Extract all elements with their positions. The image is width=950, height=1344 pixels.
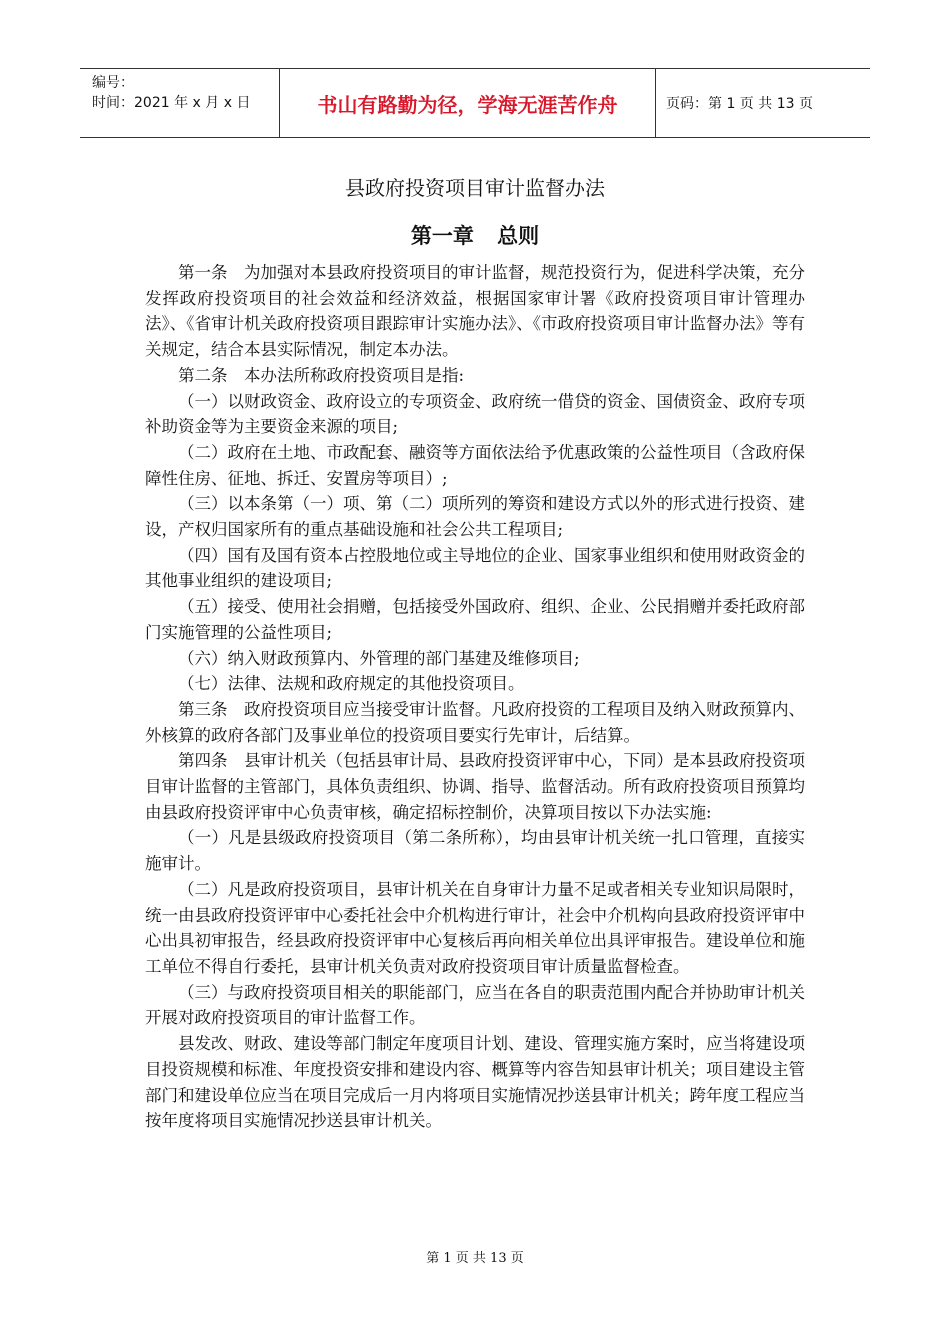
paragraph: （三）与政府投资项目相关的职能部门，应当在各自的职责范围内配合并协助审计机关开展对政府投资项目的审计监督工作。: [145, 982, 805, 1028]
time-label: 时间：2021 年 x 月 x 日: [92, 95, 251, 111]
paragraph: 第二条 本办法所称政府投资项目是指:: [178, 365, 465, 385]
document-title: 县政府投资项目审计监督办法: [345, 176, 605, 200]
paragraph: （七）法律、法规和政府规定的其他投资项目。: [178, 674, 525, 694]
paragraph: （二）凡是政府投资项目，县审计机关在自身审计力量不足或者相关专业知识局限时，统一由县政府投资评审中心委托社会中介机构进行审计，社会中介机构向县政府投资评审中心出具初审报告，经县政府投资评审中心复核后再向相关单位出具评审报告。建设单位和施工单位不得自行委托，县审计机关负责对政府投资项目审计质量监督检查。: [145, 879, 805, 976]
paragraph: （一）凡是县级政府投资项目（第二条所称），均由县审计机关统一扎口管理，直接实施审计。: [145, 828, 805, 874]
code-label: 编号：: [92, 75, 134, 91]
motto: 书山有路勤为径，学海无涯苦作舟: [280, 69, 656, 137]
paragraph: 县发改、财政、建设等部门制定年度项目计划、建设、管理实施方案时，应当将建设项目投资规模和标准、年度投资安排和建设内容、概算等内容告知县审计机关；项目建设主管部门和建设单位应当在项目完成后一月内将项目实施情况抄送县审计机关；跨年度工程应当按年度将项目实施情况抄送县审计机关。: [145, 1034, 805, 1131]
page-info: 页码：第 1 页 共 13 页: [666, 96, 813, 112]
chapter-heading: [0, 220, 950, 250]
page-footer: 第 1 页 共 13 页: [426, 1251, 524, 1266]
document-body: [145, 260, 805, 1134]
header-left-cell: [80, 69, 280, 137]
paragraph: 第三条 政府投资项目应当接受审计监督。凡政府投资的工程项目及纳入财政预算内、外核算的政府各部门及事业单位的投资项目要实行先审计，后结算。: [145, 699, 805, 745]
paragraph: 第四条 县审计机关（包括县审计局、县政府投资评审中心，下同）是本县政府投资项目审计监督的主管部门，具体负责组织、协调、指导、监督活动。所有政府投资项目预算均由县政府投资评审中心负责审核，确定招标控制价，决算项目按以下办法实施:: [145, 751, 805, 822]
paragraph: （一）以财政资金、政府设立的专项资金、政府统一借贷的资金、国债资金、政府专项补助资金等为主要资金来源的项目;: [145, 391, 805, 437]
paragraph: （六）纳入财政预算内、外管理的部门基建及维修项目;: [178, 648, 580, 668]
paragraph: （二）政府在土地、市政配套、融资等方面依法给予优惠政策的公益性项目（含政府保障性住房、征地、拆迁、安置房等项目）;: [145, 442, 805, 488]
paragraph: （四）国有及国有资本占控股地位或主导地位的企业、国家事业组织和使用财政资金的其他事业组织的建设项目;: [145, 545, 805, 591]
paragraph: （三）以本条第（一）项、第（二）项所列的筹资和建设方式以外的形式进行投资、建设，产权归国家所有的重点基础设施和社会公共工程项目;: [145, 494, 805, 540]
chapter-name: 总则: [497, 224, 540, 248]
paragraph: （五）接受、使用社会捐赠，包括接受外国政府、组织、企业、公民捐赠并委托政府部门实施管理的公益性项目;: [145, 597, 805, 642]
paragraph: 第一条 为加强对本县政府投资项目的审计监督，规范投资行为，促进科学决策，充分发挥政府投资项目的社会效益和经济效益，根据国家审计署《政府投资项目审计管理办法》、《省审计机关政府投资项目跟踪审计实施办法》、《市政府投资项目审计监督办法》等有关规定，结合本县实际情况，制定本办法。: [145, 263, 805, 360]
page-header: [80, 68, 870, 138]
chapter-number: 第一章: [410, 224, 474, 248]
